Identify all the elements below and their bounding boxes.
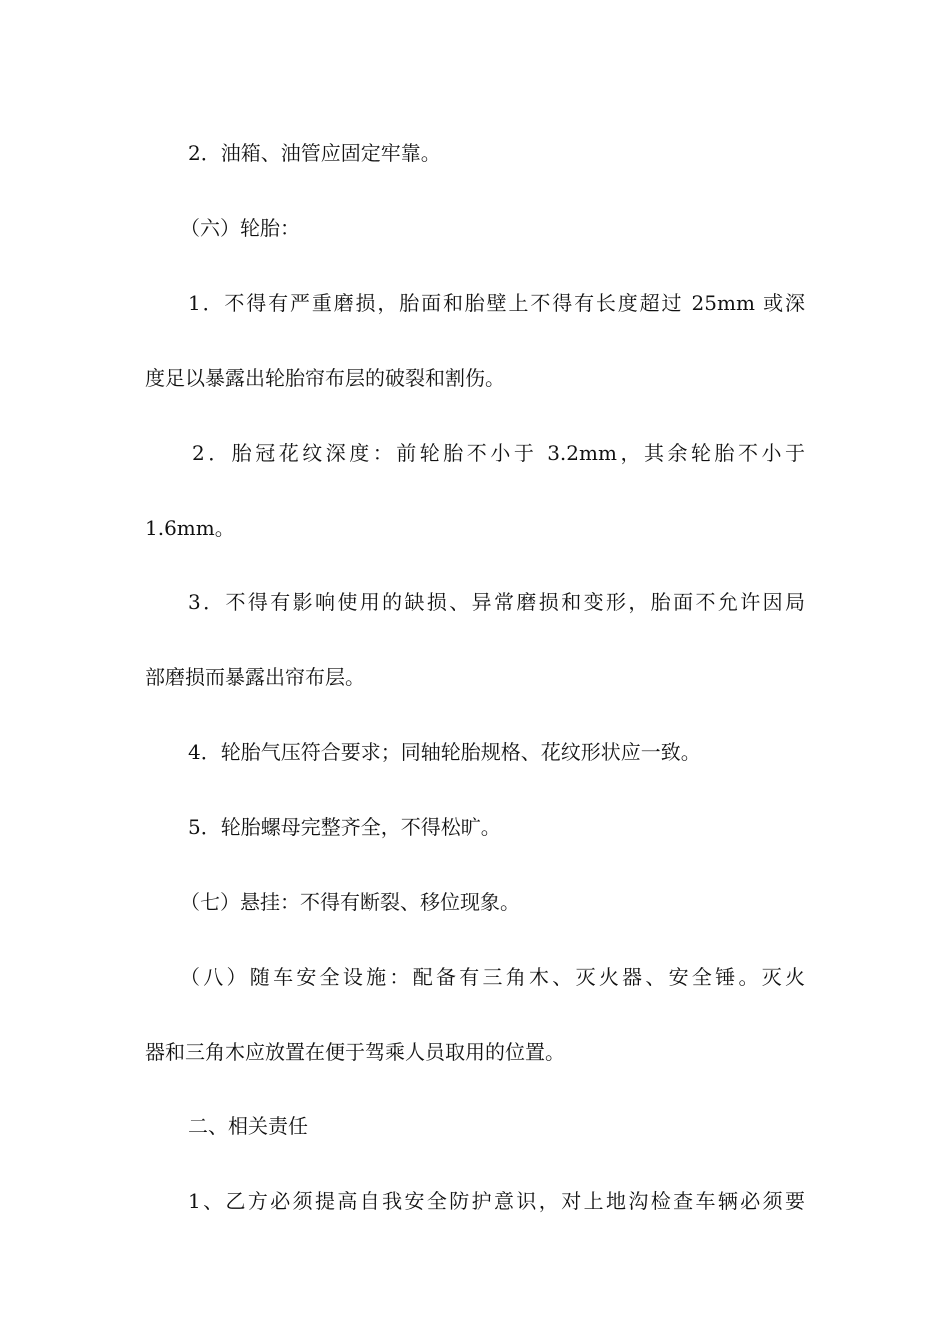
paragraph-line: 1.6mm。 [145,516,235,540]
section-heading: （七）悬挂：不得有断裂、移位现象。 [180,890,520,914]
paragraph-line: 1．不得有严重磨损，胎面和胎壁上不得有长度超过 25mm 或深 [188,291,805,315]
paragraph-line: 部磨损而暴露出帘布层。 [145,665,365,689]
paragraph-line: 1、乙方必须提高自我安全防护意识，对上地沟检查车辆必须要 [188,1189,805,1213]
paragraph-line: 4．轮胎气压符合要求；同轴轮胎规格、花纹形状应一致。 [188,740,701,764]
paragraph-line: （八）随车安全设施：配备有三角木、灭火器、安全锤。灭火 [180,965,805,989]
paragraph-line: 器和三角木应放置在便于驾乘人员取用的位置。 [145,1040,565,1064]
paragraph-line: 5．轮胎螺母完整齐全，不得松旷。 [188,815,501,839]
paragraph-line: 2．油箱、油管应固定牢靠。 [188,141,441,165]
paragraph-line: 3．不得有影响使用的缺损、异常磨损和变形，胎面不允许因局 [188,590,805,614]
paragraph-line: 度足以暴露出轮胎帘布层的破裂和割伤。 [145,366,505,390]
paragraph-line: 2．胎冠花纹深度：前轮胎不小于 3.2mm，其余轮胎不小于 [192,441,805,465]
section-heading: （六）轮胎： [180,216,300,240]
section-heading: 二、相关责任 [188,1114,308,1138]
